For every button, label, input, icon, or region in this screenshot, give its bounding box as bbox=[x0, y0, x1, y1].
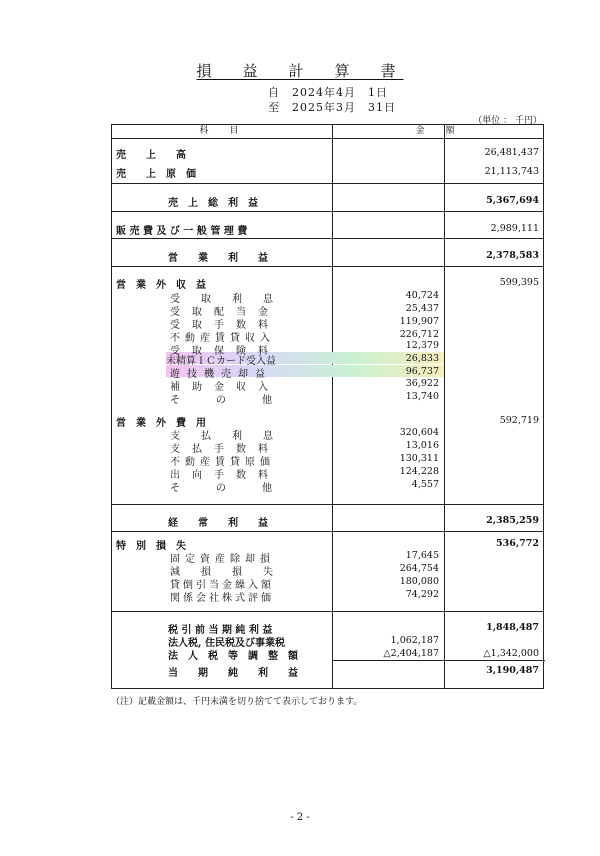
row-net-income-label: 当 期 純 利 益 bbox=[168, 668, 298, 679]
list-item: その他 bbox=[170, 483, 308, 494]
list-item: 受取利息 bbox=[170, 294, 294, 305]
row-pretax-income-label: 税 引 前 当 期 純 利 益 bbox=[168, 625, 273, 636]
item-value: 36,922 bbox=[405, 378, 439, 389]
row-ordinary-income-label: 経 常 利 益 bbox=[168, 518, 268, 529]
list-item: 受取配当金 bbox=[170, 307, 280, 318]
row-cogs-total: 21,113,743 bbox=[484, 166, 539, 177]
row-gross-profit-label: 売 上 総 利 益 bbox=[168, 198, 258, 209]
row-non-op-income-total: 599,395 bbox=[499, 277, 539, 288]
document-title: 損 益 計 算 書 bbox=[196, 62, 404, 80]
row-ordinary-income-total: 2,385,259 bbox=[486, 515, 539, 526]
row-net-income-total: 3,190,487 bbox=[486, 665, 539, 676]
list-item: 出向手数料 bbox=[170, 470, 280, 481]
row-tax-adjustment-total: △1,342,000 bbox=[483, 648, 539, 659]
item-value: 17,645 bbox=[405, 550, 439, 561]
row-sga-label: 販 売 費 及 び 一 般 管 理 費 bbox=[116, 226, 248, 237]
row-non-op-expense-total: 592,719 bbox=[499, 415, 539, 426]
item-value: 130,311 bbox=[399, 453, 439, 464]
list-item: 受取保険料 bbox=[170, 346, 280, 357]
item-value: 4,557 bbox=[411, 479, 439, 490]
row-cogs-label: 売 上 原 価 bbox=[116, 169, 196, 180]
item-value: 13,740 bbox=[405, 391, 439, 402]
item-value: 12,379 bbox=[405, 340, 439, 351]
header-amount: 金 額 bbox=[415, 126, 461, 136]
item-value: 26,833 bbox=[405, 353, 439, 364]
row-gross-profit-total: 5,367,694 bbox=[486, 195, 539, 206]
row-tax-adjustment-value: △2,404,187 bbox=[383, 648, 439, 659]
row-income-taxes-value: 1,062,187 bbox=[390, 635, 439, 646]
list-item: 支払利息 bbox=[170, 431, 294, 442]
income-statement-table bbox=[111, 124, 544, 689]
row-sales-total: 26,481,437 bbox=[484, 147, 539, 158]
item-value: 25,437 bbox=[405, 303, 439, 314]
row-non-op-income-label: 営 業 外 収 益 bbox=[116, 280, 206, 291]
list-item: 関係会社株式評価 bbox=[170, 593, 274, 604]
item-value: 226,712 bbox=[399, 329, 439, 340]
item-value: 180,080 bbox=[399, 576, 439, 587]
page-number: - 2 - bbox=[290, 812, 310, 823]
footnote: （注）記載金額は、千円未満を切り捨てて表示しております。 bbox=[111, 697, 363, 707]
item-value: 320,604 bbox=[399, 427, 439, 438]
list-item: 受取手数料 bbox=[170, 320, 280, 331]
list-item: 減損損失 bbox=[170, 567, 294, 578]
item-value: 40,724 bbox=[405, 290, 439, 301]
item-value: 13,016 bbox=[405, 440, 439, 451]
row-income-taxes-label: 法人税, 住民税及び事業税 bbox=[168, 638, 285, 649]
list-item: 固定資産除却損 bbox=[170, 554, 275, 565]
row-operating-income-label: 営 業 利 益 bbox=[168, 253, 268, 264]
item-value: 119,907 bbox=[399, 316, 439, 327]
period-from: 自 2024年4月 1日 bbox=[268, 86, 388, 99]
period-to: 至 2025年3月 31日 bbox=[268, 101, 396, 114]
list-item: 支払手数料 bbox=[170, 444, 280, 455]
row-operating-income-total: 2,378,583 bbox=[486, 250, 539, 261]
list-item: 貸倒引当金繰入額 bbox=[170, 580, 274, 591]
row-extraordinary-loss-label: 特 別 損 失 bbox=[116, 541, 186, 552]
item-value: 124,228 bbox=[399, 466, 439, 477]
row-pretax-income-total: 1,848,487 bbox=[486, 622, 539, 633]
item-value: 264,754 bbox=[399, 563, 439, 574]
row-non-op-expense-label: 営 業 外 費 用 bbox=[116, 418, 206, 429]
item-value: 96,737 bbox=[405, 366, 439, 377]
list-item: その他 bbox=[170, 395, 308, 406]
list-item: 未精算ＩＣカード受入益 bbox=[166, 356, 276, 367]
item-value: 74,292 bbox=[405, 589, 439, 600]
header-item: 科 目 bbox=[199, 126, 245, 136]
list-item: 補助金収入 bbox=[170, 382, 280, 393]
row-sales-label: 売 上 高 bbox=[116, 150, 186, 161]
unit-label: （単位 ： 千円） bbox=[473, 116, 542, 126]
row-sga-total: 2,989,111 bbox=[490, 223, 539, 234]
list-item: 遊技機売却益 bbox=[170, 369, 272, 380]
list-item: 不動産賃貸原価 bbox=[170, 457, 275, 468]
row-tax-adjustment-label: 法 人 税 等 調 整 額 bbox=[168, 651, 298, 662]
row-extraordinary-loss-total: 536,772 bbox=[496, 538, 539, 549]
list-item: 不動産賃貸収入 bbox=[170, 333, 275, 344]
